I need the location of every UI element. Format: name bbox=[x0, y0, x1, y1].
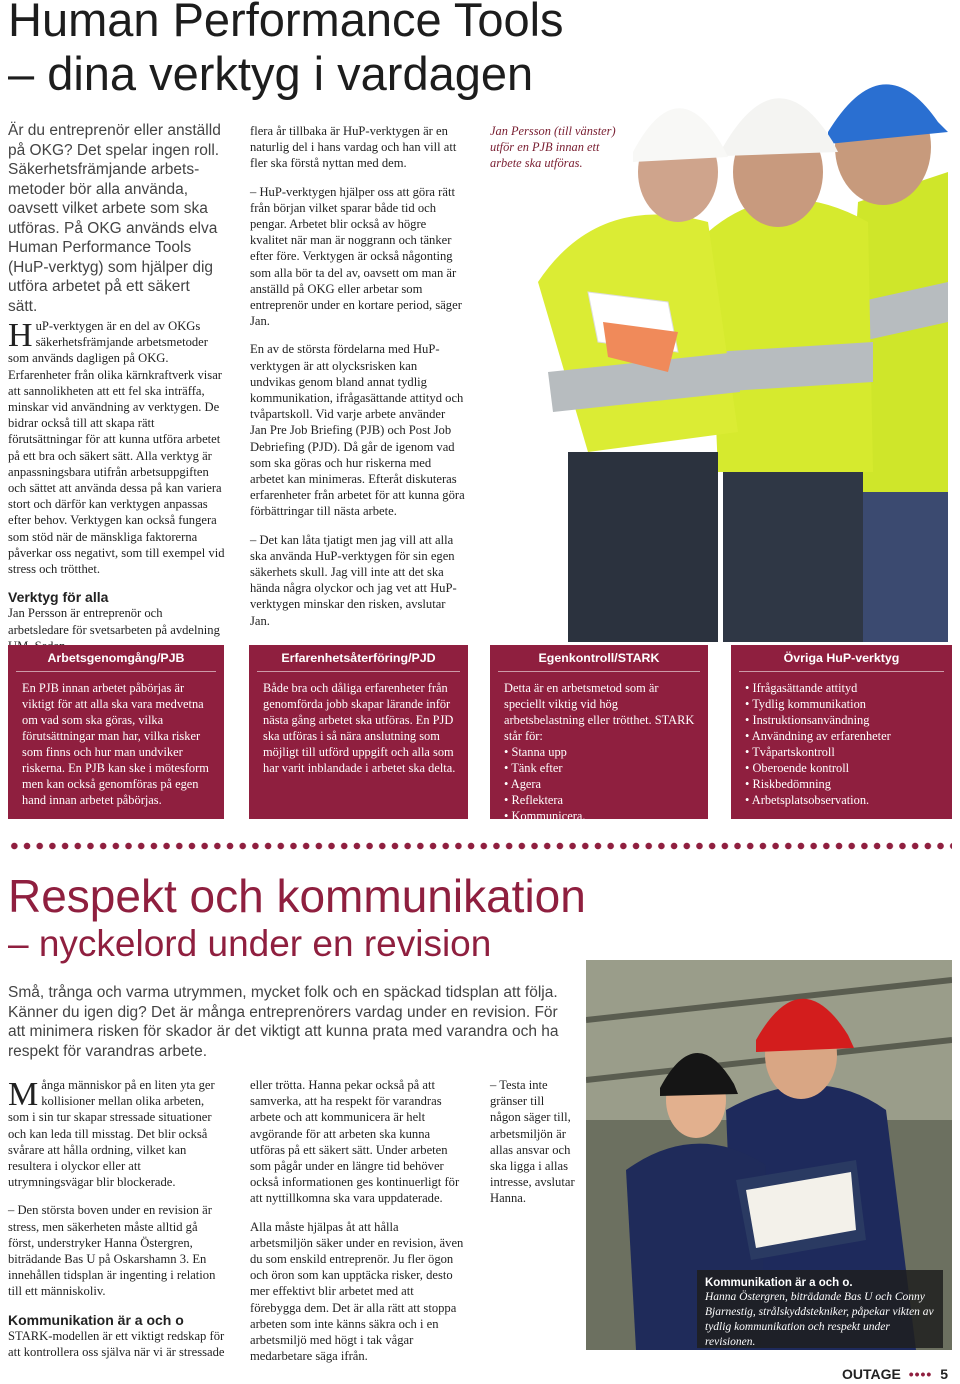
info-box-text: En PJB innan arbetet påbörjas är viktigt för att alla ska vara medvetna om vad som ska göras, vilka förutsättningar man har, vilka risker som finns och hur man undviker riskerna. En PJB kan ske i mötesform men kan också genomföras på egen hand innan arbetet påbörjas. bbox=[22, 681, 209, 807]
blue-helmet-icon bbox=[828, 84, 948, 144]
article1-lead: Är du entreprenör eller anställd på OKG? Det spelar ingen roll. Säkerhetsfrämjande arbets-metoder bör alla använda, oavsett vilket arbete som ska utföras. På OKG används elva Human Performance Tools (HuP-verktyg) som hjälper dig utföra arbetet på ett säkert sätt. bbox=[8, 122, 221, 315]
tools-list bbox=[745, 680, 940, 808]
article2-title-line2: – nyckelord under en revision bbox=[8, 923, 492, 964]
article1-photo-caption: Jan Persson (till vänster) utför en PJB innan ett arbete ska utföras. bbox=[490, 124, 616, 170]
workers-photo bbox=[528, 52, 948, 642]
photo-caption-text: Hanna Östergren, biträdande Bas U och Conny Bjarnestig, strålskyddstekniker, påpekar vikten av tydlig kommunikation och respekt under revisionen. bbox=[705, 1291, 934, 1348]
article2-lead: Små, trånga och varma utrymmen, mycket folk och en späckad tidsplan att följa. Känner du igen dig? Det är många entreprenörers vardag under en revision. För att minimera risken för skador är det viktigt att kunna prata med varandra och ha respekt för varandras arbete. bbox=[8, 984, 559, 1060]
info-box-title: Övriga HuP-verktyg bbox=[739, 645, 944, 672]
info-box-other-tools bbox=[731, 645, 952, 819]
photo-caption-box bbox=[697, 1270, 943, 1348]
info-box-title: Arbetsgenomgång/PJB bbox=[16, 645, 216, 672]
article2-subhead: Kommunikation är a och o bbox=[8, 1311, 184, 1328]
page-number: 5 bbox=[940, 1366, 948, 1382]
list-item: • Riskbedömning bbox=[745, 776, 940, 792]
white-helmet-icon bbox=[723, 98, 838, 156]
info-box-text: Både bra och dåliga erfarenheter från genomförda jobb skapar lärande inför nästa gång arbetet ska utföras. En PJD ska utföras i så nära anslutning som möjligt till utförd uppgift och alla som har varit inblandade i arbetet ska delta. bbox=[263, 681, 456, 775]
article2-title-line1: Respekt och kommunikation bbox=[8, 870, 586, 922]
list-item: • Reflektera bbox=[504, 792, 696, 808]
footer-brand: OUTAGE bbox=[841, 1366, 901, 1382]
list-item: • Instruktionsanvändning bbox=[745, 712, 940, 728]
article2-col1-end: STARK-modellen är ett viktigt redskap för att kontrollera oss själva när vi är stressade bbox=[8, 1328, 225, 1360]
list-item: • Oberoende kontroll bbox=[745, 760, 940, 776]
article2-col2-p1: eller trötta. Hanna pekar också på att samverka, att ha respekt för varandras arbete och att kommunicera är helt avgörande för att arbeten ska kunna utföras på ett säkert sätt. Under arbeten som pågår under en längre tid behöver också informationen ges kontinuerligt för att nyttillkomna ska vara uppdaterade. bbox=[250, 1078, 460, 1206]
article1-col2-p4: – Det kan låta tjatigt men jag vill att alla ska använda HuP-verktygen för sin egen säkerhets skull. Jag vill inte att det ska hända några olyckor och jag vet att HuP-verktygen minskar den risken, avslutar Jan. bbox=[250, 532, 457, 628]
article1-col1-end: Jan Persson är entreprenör och arbetsledare för svetsarbeten på avdelning bbox=[8, 606, 220, 637]
footer-dots: •••• bbox=[908, 1366, 933, 1382]
article1-title-line2: – dina verktyg i vardagen bbox=[8, 47, 534, 100]
list-item: • Användning av erfarenheter bbox=[745, 728, 940, 744]
list-item: • Ifrågasättande attityd bbox=[745, 680, 940, 696]
article2-col1-p2: – Den största boven under en revision är stress, men säkerheten måste alltid gå först, understryker Hanna Östergren, biträdande Bas U på Oskarshamn 3. En innehållen tidsplan är ingenting i relation till ett människoliv. bbox=[8, 1203, 216, 1299]
article1-col2-p1: flera år tillbaka är HuP-verktygen är en naturlig del i hans vardag och han vill att fler ska förstå nyttan med dem. bbox=[250, 124, 457, 171]
article1-col2-p3: En av de största fördelarna med HuP-verktygen är att olycksrisken kan undvikas genom bland annat tydlig kommunikation, ifrågasättande attityd och tvåpartskoll. Vid varje arbete använder Jan Pre Job Briefing (PJB) och Post Job Debriefing (PJD). Då går de igenom vad som ska göras och hur riskerna med arbetet kan minimeras. Efteråt diskuteras erfarenheter från arbetet för att kunna göra förbättringar till nästa arbete. bbox=[250, 342, 465, 519]
article2-col2 bbox=[250, 1077, 464, 1364]
list-item: • Agera bbox=[504, 776, 696, 792]
info-box-title: Egenkontroll/STARK bbox=[498, 645, 700, 672]
white-helmet-icon-2 bbox=[633, 108, 728, 162]
list-item: • Stanna upp bbox=[504, 744, 696, 760]
article1-subhead: Verktyg för alla bbox=[8, 589, 109, 606]
photo-caption-title: Kommunikation är a och o. bbox=[705, 1277, 853, 1289]
list-item: • Tvåpartskontroll bbox=[745, 744, 940, 760]
info-box-stark bbox=[490, 645, 708, 823]
article1-col1-text: uP-verktygen är en del av OKGs säkerhetsfrämjande arbetsmetoder som används dagligen på OKG. Erfarenheter från olika kärnkraftverk visar att sannolikheten att ett fel ska inträffa, minskar vid användning av verktygen. De bidrar också till att skapa rätt förutsättningar för att kunna utföra arbetet på ett bra och säkert sätt. Alla verktyg är anpassningsbara utifrån arbetsuppgiften och sättet att använda dessa på kan variera stort och därför kan verktygen anpassas efter behov. Verktygen kan också fungera som stöd när de mänskliga faktorerna påverkar oss negativt, som till exempel vid stress och trötthet. bbox=[8, 319, 225, 577]
dropcap: M bbox=[8, 1076, 39, 1113]
article1-title-line1: Human Performance Tools bbox=[8, 0, 564, 46]
dotted-divider bbox=[8, 842, 952, 850]
info-box-title: Erfarenhetsåterföring/PJD bbox=[257, 645, 460, 672]
info-box-pjd bbox=[249, 645, 468, 819]
list-item: • Kommunicera. bbox=[504, 808, 696, 824]
article2-col1-text: ånga människor på en liten yta ger kollisioner mellan olika arbeten, som i sin tur skapar stressade situationer och kan leda till misstag. Det blir också svårare att hålla ordning, vilket kan resultera i olyckor eller att utrymningsvägar blir blockerade. bbox=[8, 1078, 215, 1190]
article1-col1 bbox=[8, 318, 226, 654]
list-item: • Arbetsplatsobservation. bbox=[745, 792, 940, 808]
info-box-text: Detta är en arbetsmetod som är speciellt viktig vid hög arbetsbelastning eller trötthet. STARK står för: bbox=[504, 681, 695, 743]
article2-col3: – Testa inte gränser till någon säger till, arbetsmiljön är allas ansvar och ska ligga i allas intresse, avslutar Hanna. bbox=[490, 1078, 575, 1206]
article1-col2 bbox=[250, 123, 465, 629]
list-item: • Tänk efter bbox=[504, 760, 696, 776]
dropcap: H bbox=[8, 317, 33, 354]
article1-col2-p2: – HuP-verktygen hjälper oss att göra rätt från början vilket sparar både tid och pengar. Arbetet blir också av högre kvalitet när man är noggrann och tänker efter före. Verktygen är också någonting som alla bör ta del av, oavsett om man är anställd på OKG eller arbetar som entreprenör under en kortare period, säger Jan. bbox=[250, 184, 462, 329]
footer bbox=[842, 1366, 948, 1382]
article2-col2-p2: Alla måste hjälpas åt att hålla arbetsmiljön säker under en revision, även du som enskild entreprenör. Ju fler ögon och öron som kan upptäcka risker, desto mer effektivt blir arbetet med att förebygga dem. Det är alla rätt att stoppa arbeten som inte känns säkra och i en arbetsmiljö med högt i tak vågar medarbetare säga ifrån. bbox=[250, 1219, 464, 1364]
info-box-pjb bbox=[8, 645, 224, 819]
stark-list bbox=[504, 744, 696, 824]
info-box-content bbox=[731, 672, 952, 808]
list-item: • Tydlig kommunikation bbox=[745, 696, 940, 712]
info-box-content bbox=[490, 672, 708, 824]
article2-col1 bbox=[8, 1077, 226, 1360]
